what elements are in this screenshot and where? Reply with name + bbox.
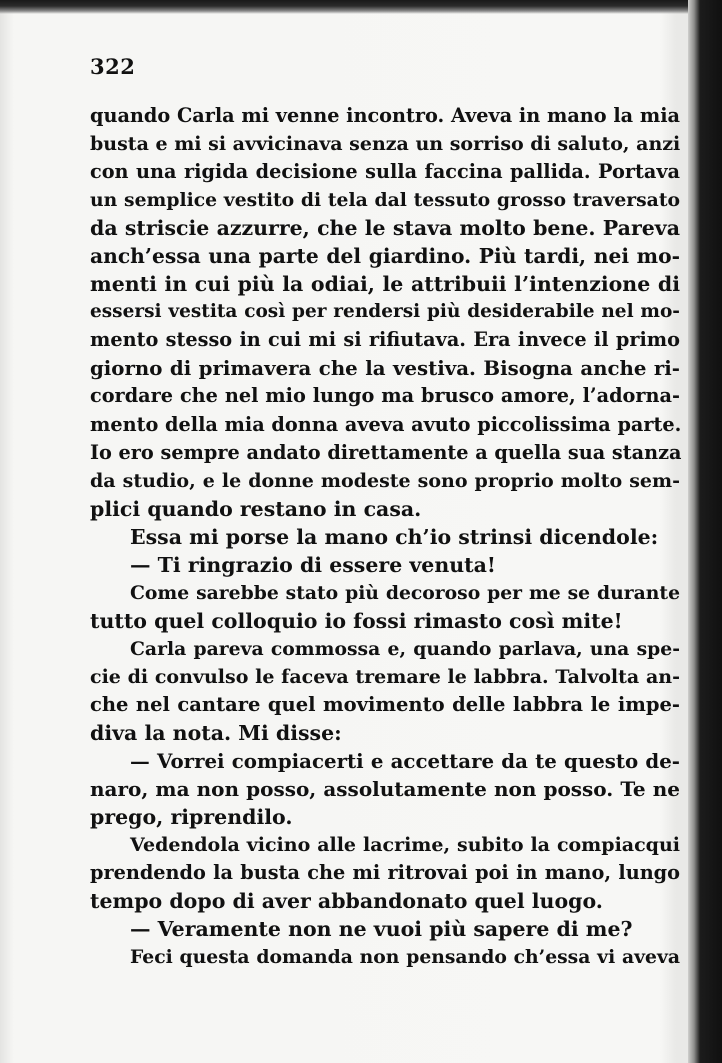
text-line: cordare che nel mio lungo ma brusco amore, l’adorna-	[90, 384, 680, 408]
text-line: cie di convulso le faceva tremare le labbra. Talvolta an-	[90, 665, 680, 688]
body-text	[90, 102, 680, 971]
text-line: essersi vestita così per rendersi più desiderabile nel mo-	[90, 301, 680, 323]
text-line: da studio, e le donne modeste sono proprio molto sem-	[90, 469, 680, 492]
text-line: da striscie azzurre, che le stava molto bene. Pareva	[90, 216, 680, 241]
text-line: Io ero sempre andato direttamente a quella sua stanza	[90, 440, 682, 464]
text-line: Carla pareva commossa e, quando parlava, una spe-	[130, 637, 680, 660]
text-line: naro, ma non posso, assolutamente non posso. Te ne	[90, 777, 680, 802]
text-line: un semplice vestito di tela dal tessuto grosso traversato	[90, 189, 680, 212]
book-binding-edge	[688, 0, 722, 1063]
text-line: che nel cantare quel movimento delle labbra le impe-	[90, 692, 680, 716]
text-line: mento della mia donna aveva avuto piccolissima parte.	[90, 412, 682, 436]
text-line: Vedendola vicino alle lacrime, subito la compiacqui	[130, 834, 680, 857]
text-line: anch’essa una parte del giardino. Più tardi, nei mo-	[90, 244, 680, 269]
text-line: busta e mi si avvicinava senza un sorriso di saluto, anzi	[90, 133, 681, 156]
text-line: tutto quel colloquio io fossi rimasto così mite!	[90, 608, 623, 633]
text-line: menti in cui più la odiai, le attribuii l’intenzione di	[90, 272, 680, 297]
text-line: tempo dopo di aver abbandonato quel luogo.	[90, 889, 603, 914]
page-top-edge-shadow	[0, 0, 722, 14]
text-line: Essa mi porse la mano ch’io strinsi dicendole:	[130, 524, 659, 549]
text-line: giorno di primavera che la vestiva. Bisogna anche ri-	[90, 356, 680, 381]
text-line: quando Carla mi venne incontro. Aveva in mano la mia	[90, 104, 680, 127]
text-line: prendendo la busta che mi ritrovai poi in mano, lungo	[90, 861, 680, 885]
text-line: Feci questa domanda non pensando ch’essa vi aveva	[130, 946, 680, 969]
page-number: 322	[90, 54, 136, 79]
text-line: diva la nota. Mi disse:	[90, 721, 342, 746]
text-line: con una rigida decisione sulla faccina pallida. Portava	[90, 160, 680, 184]
text-line: Come sarebbe stato più decoroso per me se durante	[130, 581, 680, 604]
text-line: — Veramente non ne vuoi più sapere di me?	[130, 917, 633, 942]
text-line: prego, riprendilo.	[90, 805, 293, 830]
text-line: plici quando restano in casa.	[90, 496, 422, 521]
text-line: — Vorrei compiacerti e accettare da te questo de-	[130, 749, 680, 774]
text-line: mento stesso in cui mi si rifiutava. Era invece il primo	[90, 328, 680, 352]
text-line: — Ti ringrazio di essere venuta!	[130, 552, 496, 577]
